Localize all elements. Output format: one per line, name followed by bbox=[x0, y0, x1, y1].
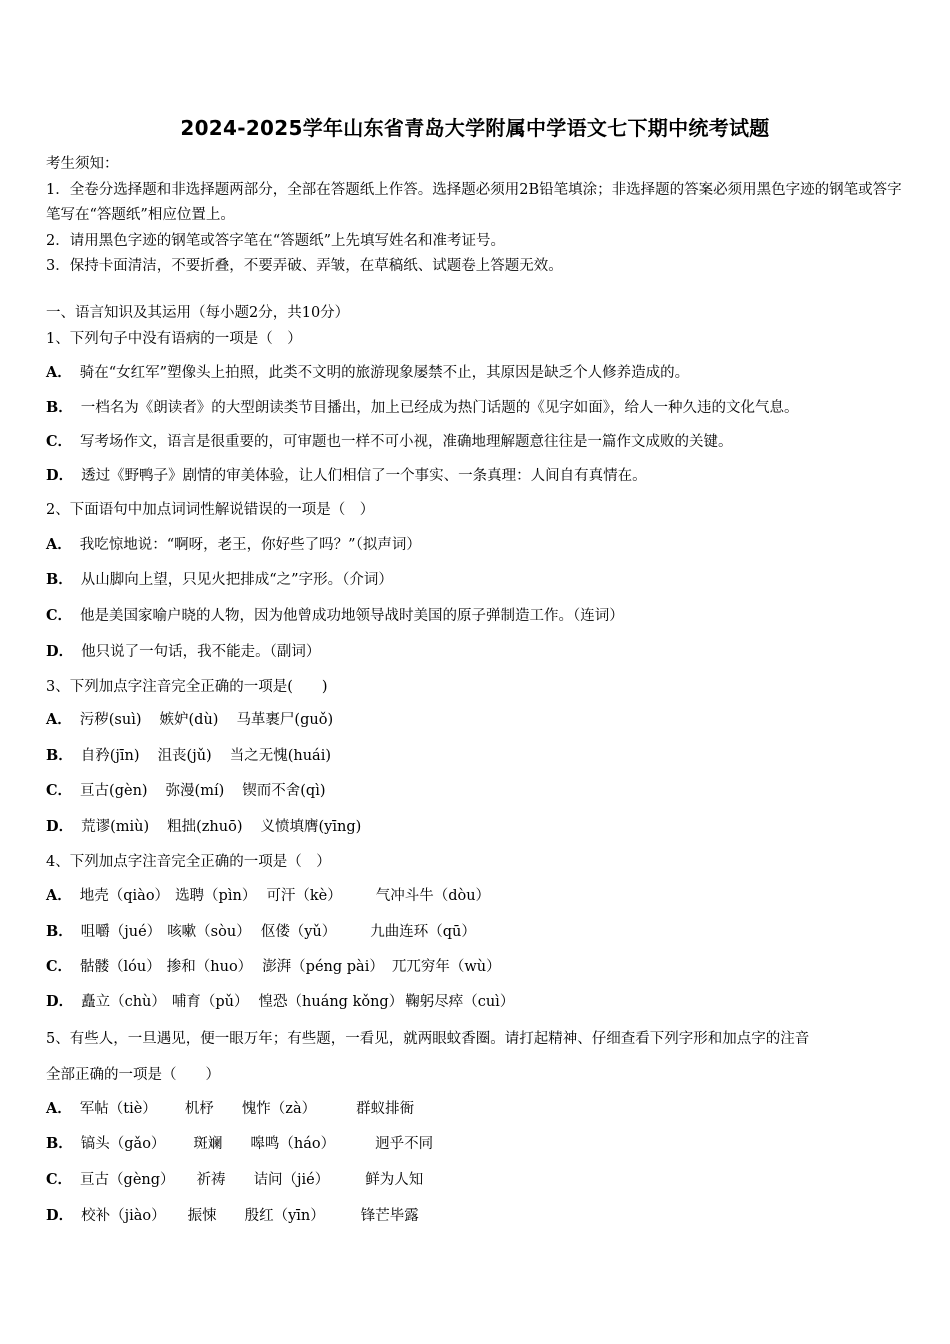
question-3-option-c[interactable] bbox=[46, 779, 326, 800]
question-5-option-c[interactable] bbox=[46, 1168, 423, 1189]
question-4-option-a[interactable] bbox=[46, 884, 490, 905]
option-label: C． bbox=[46, 782, 73, 799]
question-5-stem-continued: 全部正确的一项是（ ） bbox=[46, 1067, 220, 1083]
question-3-stem: 3、下列加点字注音完全正确的一项是( ) bbox=[46, 679, 328, 695]
option-part: 义愤填膺(yīng) bbox=[260, 819, 362, 835]
question-5-option-b[interactable] bbox=[46, 1132, 433, 1153]
exam-notice bbox=[46, 152, 916, 280]
option-label: B． bbox=[46, 571, 73, 588]
option-label: A． bbox=[46, 887, 72, 904]
option-part: 嫉妒(dù) bbox=[159, 712, 219, 728]
question-3-option-d[interactable] bbox=[46, 815, 361, 836]
option-label: A． bbox=[46, 1100, 72, 1117]
page-title: 2024-2025学年山东省青岛大学附属中学语文七下期中统考试题 bbox=[180, 116, 770, 140]
option-part: 亘古（gèng） bbox=[80, 1172, 175, 1188]
option-label: B． bbox=[46, 399, 73, 416]
option-text: 他是美国家喻户晓的人物，因为他曾成功地领导战时美国的原子弹制造工作。（连词） bbox=[80, 608, 624, 624]
question-4-stem: 4、下列加点字注音完全正确的一项是（ ） bbox=[46, 854, 331, 870]
question-4-option-d[interactable] bbox=[46, 990, 514, 1011]
question-4-option-b[interactable] bbox=[46, 920, 476, 941]
question-5-option-d[interactable] bbox=[46, 1204, 419, 1225]
option-label: A． bbox=[46, 536, 72, 553]
option-text: 写考场作文，语言是很重要的，可审题也一样不可小视，准确地理解题意往往是一篇作文成败的关键。 bbox=[80, 434, 733, 450]
notice-item: 2．请用黑色字迹的钢笔或答字笔在“答题纸”上先填写姓名和准考证号。 bbox=[46, 232, 506, 249]
option-part: 振悚 bbox=[187, 1208, 217, 1224]
option-label: C． bbox=[46, 433, 73, 450]
option-label: D． bbox=[46, 993, 74, 1010]
question-1-option-a[interactable] bbox=[46, 361, 689, 382]
option-text: 他只说了一句话，我不能走。（副词） bbox=[81, 644, 321, 660]
option-part: 可汗（kè） bbox=[266, 888, 342, 904]
option-part: 军帖（tiè） bbox=[79, 1101, 157, 1117]
option-label: D． bbox=[46, 467, 74, 484]
option-label: A． bbox=[46, 711, 72, 728]
notice-item: 1．全卷分选择题和非选择题两部分，全部在答题纸上作答。选择题必须用2B铅笔填涂；非选择题的答案必须用黑色字迹的钢笔或答字笔写在“答题纸”相应位置上。 bbox=[46, 181, 902, 223]
option-part: 惶恐（huáng kǒng） bbox=[258, 994, 404, 1010]
option-part: 哺育（pǔ） bbox=[171, 994, 249, 1010]
option-label: C． bbox=[46, 1171, 73, 1188]
option-label: D． bbox=[46, 1207, 74, 1224]
option-part: 荒谬(miù) bbox=[81, 819, 150, 835]
option-part: 斑斓 bbox=[193, 1136, 223, 1152]
question-2-option-a[interactable] bbox=[46, 533, 421, 554]
option-text: 一档名为《朗读者》的大型朗读类节目播出，加上已经成为热门话题的《见字如面》，给人一种久违的文化气息。 bbox=[80, 400, 799, 416]
question-5-option-a[interactable] bbox=[46, 1097, 414, 1118]
option-text: 从山脚向上望，只见火把排成“之”字形。（介词） bbox=[80, 572, 393, 588]
notice-item: 3．保持卡面清洁，不要折叠，不要弄破、弄皱，在草稿纸、试题卷上答题无效。 bbox=[46, 258, 563, 274]
option-label: C． bbox=[46, 958, 73, 975]
option-part: 伛偻（yǔ） bbox=[260, 924, 337, 940]
question-1-option-d[interactable] bbox=[46, 464, 647, 485]
question-4-option-c[interactable] bbox=[46, 955, 501, 976]
notice-heading: 考生须知： bbox=[46, 156, 119, 172]
option-part: 嗥鸣（háo） bbox=[250, 1136, 336, 1152]
option-part: 迥乎不同 bbox=[375, 1136, 434, 1152]
question-5-stem: 5、有些人，一旦遇见，便一眼万年；有些题，一看见，就两眼蚊香圈。请打起精神、仔细查看下列字形和加点字的注音 bbox=[46, 1031, 810, 1047]
option-part: 亘古(gèn) bbox=[80, 783, 148, 799]
option-part: 愧怍（zà） bbox=[241, 1101, 317, 1117]
option-part: 镐头（gǎo） bbox=[80, 1136, 166, 1152]
option-part: 自矜(jīn) bbox=[80, 748, 140, 764]
option-part: 鲜为人知 bbox=[365, 1172, 424, 1188]
option-part: 锲而不舍(qì) bbox=[242, 783, 326, 799]
option-part: 机杼 bbox=[184, 1101, 214, 1117]
option-part: 咀嚼（jué） bbox=[80, 924, 162, 940]
option-part: 弥漫(mí) bbox=[165, 783, 225, 799]
option-label: D． bbox=[46, 643, 74, 660]
option-part: 马革裹尸(guǒ) bbox=[236, 712, 334, 728]
option-part: 九曲连环（qū） bbox=[370, 924, 476, 940]
option-part: 矗立（chù） bbox=[81, 994, 166, 1010]
option-part: 殷红（yīn） bbox=[244, 1208, 325, 1224]
option-part: 骷髅（lóu） bbox=[80, 959, 161, 975]
option-part: 污秽(suì) bbox=[79, 712, 142, 728]
option-label: B． bbox=[46, 1135, 73, 1152]
section-heading: 一、语言知识及其运用（每小题2分，共10分） bbox=[46, 305, 350, 321]
option-part: 粗拙(zhuō) bbox=[167, 819, 243, 835]
option-text: 我吃惊地说：“啊呀，老王，你好些了吗？”（拟声词） bbox=[79, 537, 421, 553]
question-1-stem: 1、下列句子中没有语病的一项是（ ） bbox=[46, 331, 302, 347]
option-part: 掺和（huo） bbox=[166, 959, 253, 975]
option-label: C． bbox=[46, 607, 73, 624]
option-part: 地壳（qiào） bbox=[79, 888, 170, 904]
option-part: 锋芒毕露 bbox=[360, 1208, 419, 1224]
option-part: 兀兀穷年（wù） bbox=[391, 959, 501, 975]
question-3-option-b[interactable] bbox=[46, 744, 331, 765]
option-part: 选聘（pìn） bbox=[175, 888, 257, 904]
option-part: 咳嗽（sòu） bbox=[167, 924, 251, 940]
option-part: 祈祷 bbox=[196, 1172, 226, 1188]
question-3-option-a[interactable] bbox=[46, 708, 333, 729]
option-part: 澎湃（péng pài） bbox=[262, 959, 384, 975]
question-2-option-d[interactable] bbox=[46, 640, 320, 661]
option-text: 透过《野鸭子》剧情的审美体验，让人们相信了一个事实、一条真理：人间自有真情在。 bbox=[81, 468, 647, 484]
option-part: 鞠躬尽瘁（cuì） bbox=[405, 994, 515, 1010]
option-label: A． bbox=[46, 364, 72, 381]
option-part: 诘问（jié） bbox=[253, 1172, 330, 1188]
option-part: 校补（jiào） bbox=[81, 1208, 166, 1224]
option-part: 气冲斗牛（dòu） bbox=[375, 888, 491, 904]
option-label: D． bbox=[46, 818, 74, 835]
option-part: 群蚁排衙 bbox=[356, 1101, 415, 1117]
question-1-option-c[interactable] bbox=[46, 430, 733, 451]
question-1-option-b[interactable] bbox=[46, 396, 799, 417]
option-label: B． bbox=[46, 923, 73, 940]
option-part: 沮丧(jǔ) bbox=[157, 748, 212, 764]
question-2-stem: 2、下面语句中加点词词性解说错误的一项是（ ） bbox=[46, 502, 375, 518]
option-text: 骑在“女红军”塑像头上拍照，此类不文明的旅游现象屡禁不止，其原因是缺乏个人修养造成的。 bbox=[79, 365, 690, 381]
option-part: 当之无愧(huái) bbox=[229, 748, 331, 764]
option-label: B． bbox=[46, 747, 73, 764]
question-2-option-b[interactable] bbox=[46, 568, 393, 589]
question-2-option-c[interactable] bbox=[46, 604, 624, 625]
